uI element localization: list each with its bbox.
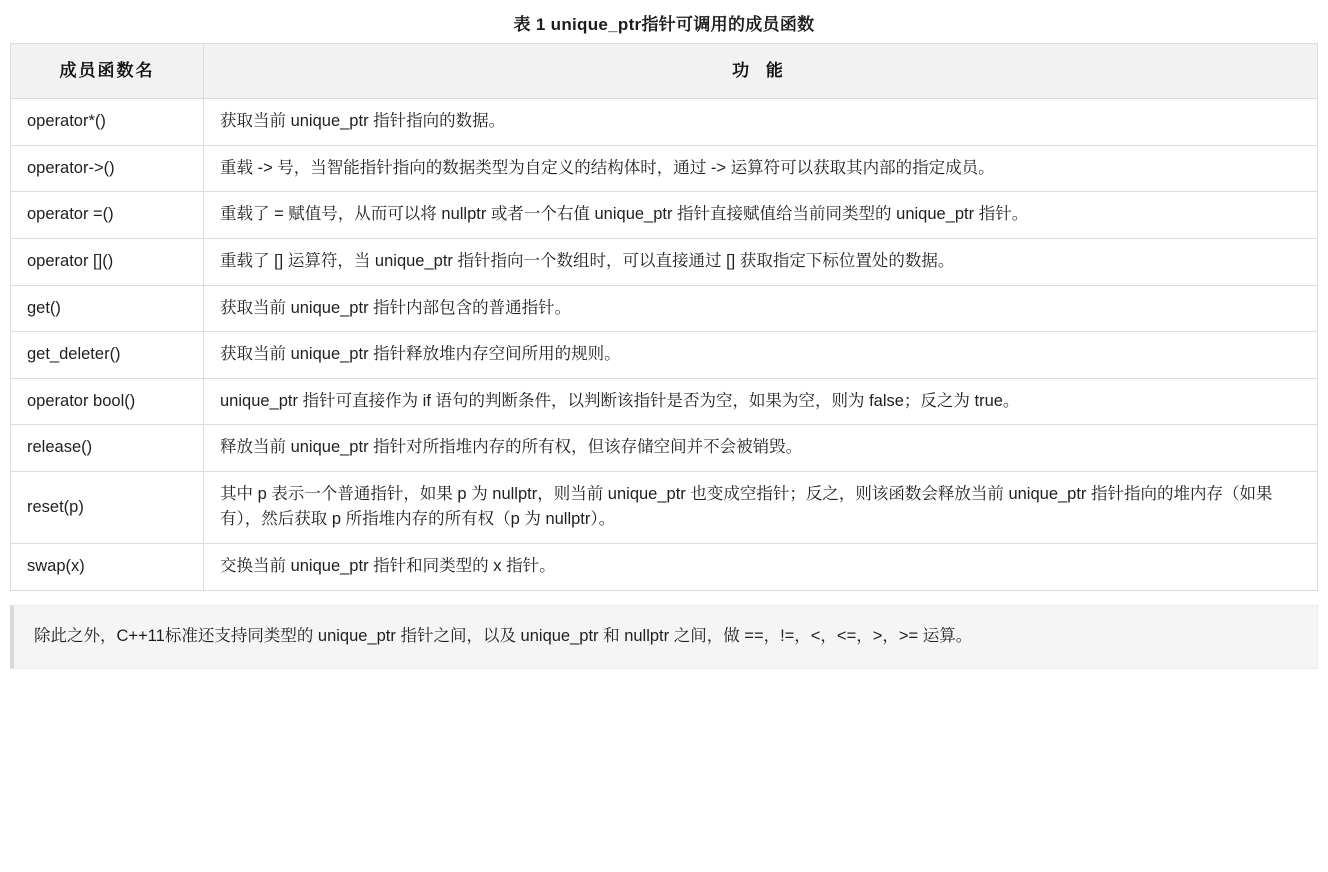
column-header-member-name: 成员函数名 (11, 44, 204, 99)
table-row (11, 192, 1318, 239)
table-row (11, 285, 1318, 332)
column-header-function: 功 能 (204, 44, 1318, 99)
cell-description: 获取当前 unique_ptr 指针指向的数据。 (204, 99, 1318, 146)
cell-member-name: operator->() (11, 145, 204, 192)
cell-member-name: get() (11, 285, 204, 332)
cell-description: 获取当前 unique_ptr 指针内部包含的普通指针。 (204, 285, 1318, 332)
table-row (11, 543, 1318, 590)
cell-description: 重载了 = 赋值号，从而可以将 nullptr 或者一个右值 unique_ptr 指针直接赋值给当前同类型的 unique_ptr 指针。 (204, 192, 1318, 239)
cell-description: 获取当前 unique_ptr 指针释放堆内存空间所用的规则。 (204, 332, 1318, 379)
cell-member-name: operator*() (11, 99, 204, 146)
cell-description: 重载了 [] 运算符，当 unique_ptr 指针指向一个数组时，可以直接通过 [] 获取指定下标位置处的数据。 (204, 239, 1318, 286)
table-row (11, 145, 1318, 192)
table-row (11, 239, 1318, 286)
cell-member-name: operator =() (11, 192, 204, 239)
note-callout: 除此之外，C++11标准还支持同类型的 unique_ptr 指针之间，以及 unique_ptr 和 nullptr 之间，做 ==，!=，<，<=，>，>= 运算。 (10, 605, 1318, 669)
table-row (11, 99, 1318, 146)
member-functions-table (10, 43, 1318, 591)
table-body (11, 99, 1318, 590)
cell-member-name: get_deleter() (11, 332, 204, 379)
table-row (11, 332, 1318, 379)
cell-description: 交换当前 unique_ptr 指针和同类型的 x 指针。 (204, 543, 1318, 590)
cell-member-name: swap(x) (11, 543, 204, 590)
table-header (11, 44, 1318, 99)
cell-description: 重载 -> 号，当智能指针指向的数据类型为自定义的结构体时，通过 -> 运算符可以获取其内部的指定成员。 (204, 145, 1318, 192)
cell-description: 释放当前 unique_ptr 指针对所指堆内存的所有权，但该存储空间并不会被销毁。 (204, 425, 1318, 472)
cell-description: unique_ptr 指针可直接作为 if 语句的判断条件，以判断该指针是否为空，如果为空，则为 false；反之为 true。 (204, 378, 1318, 425)
cell-member-name: operator bool() (11, 378, 204, 425)
table-caption: 表 1 unique_ptr指针可调用的成员函数 (513, 15, 815, 34)
cell-description: 其中 p 表示一个普通指针，如果 p 为 nullptr，则当前 unique_ptr 也变成空指针；反之，则该函数会释放当前 unique_ptr 指针指向的堆内存（如果有），然后获取 p 所指堆内存的所有权（p 为 nullptr）。 (204, 471, 1318, 543)
table-row (11, 471, 1318, 543)
cell-member-name: reset(p) (11, 471, 204, 543)
table-header-row (11, 44, 1318, 99)
cell-member-name: release() (11, 425, 204, 472)
cell-member-name: operator []() (11, 239, 204, 286)
table-row (11, 425, 1318, 472)
table-row (11, 378, 1318, 425)
